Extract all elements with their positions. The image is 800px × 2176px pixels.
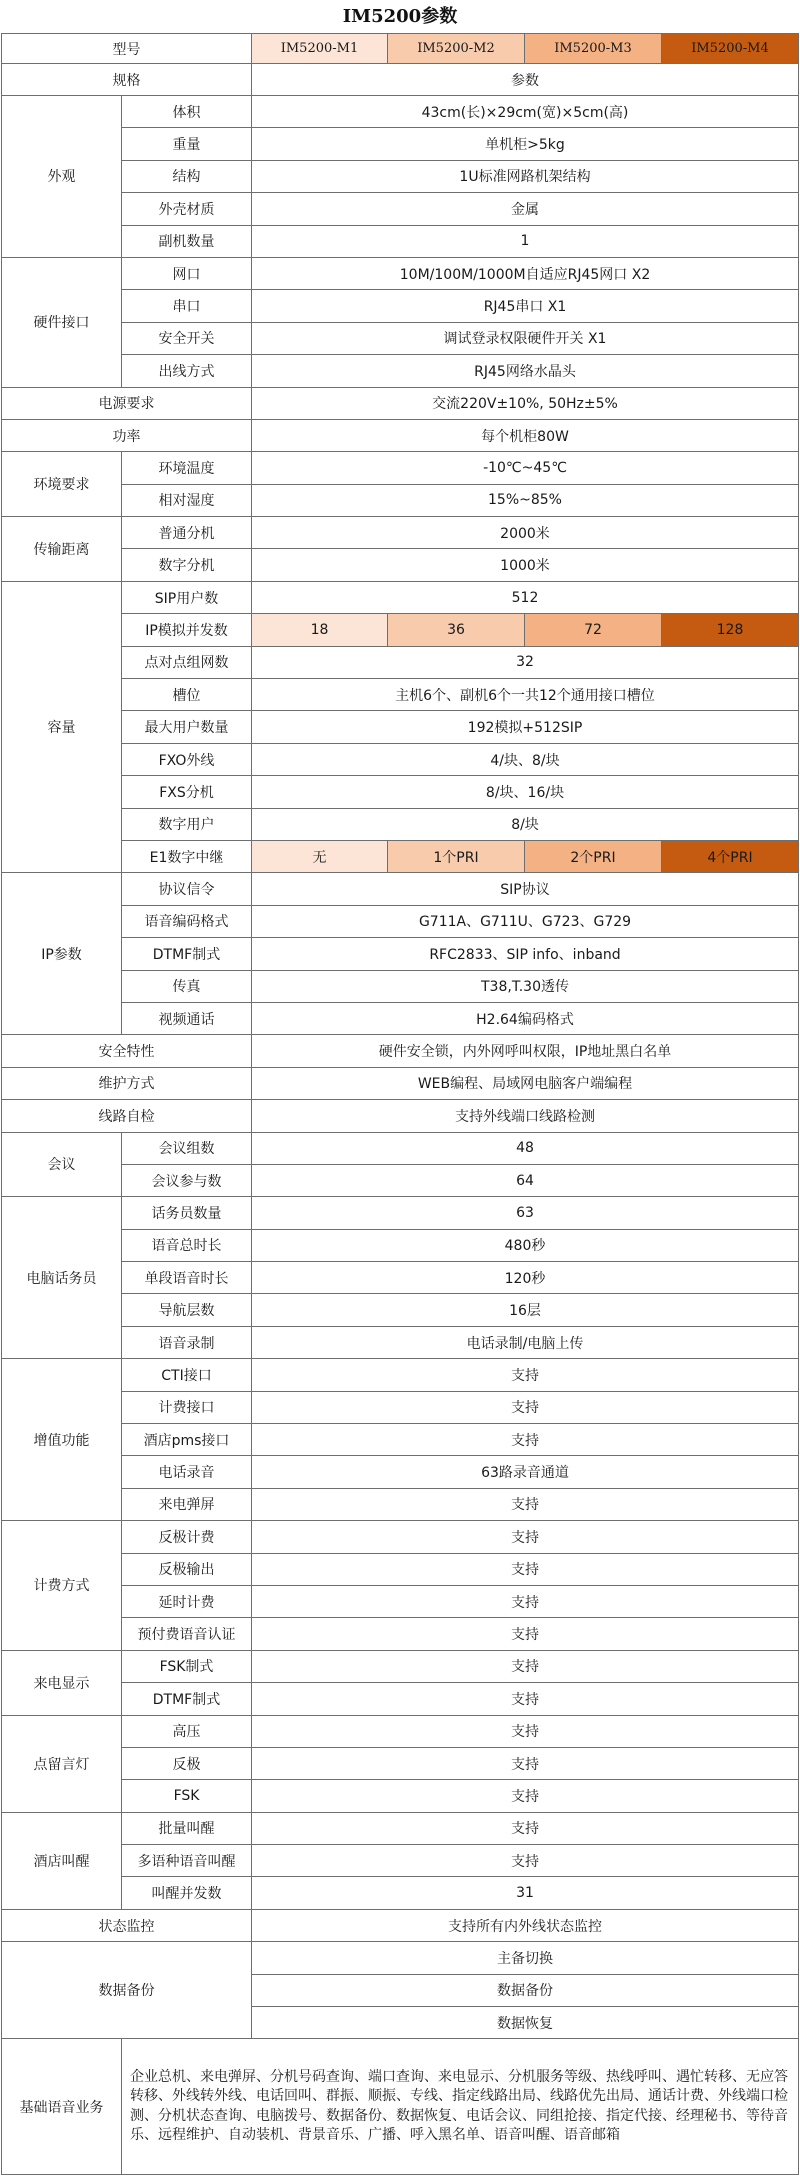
spec-row — [2, 1002, 799, 1034]
spec-header-row — [2, 64, 799, 96]
spec-value: 支持 — [252, 1812, 799, 1844]
spec-value: 支持 — [252, 1715, 799, 1747]
group-label: 酒店叫醒 — [2, 1812, 122, 1909]
spec-item: 槽位 — [122, 679, 252, 711]
spec-value: 支持所有内外线状态监控 — [252, 1909, 799, 1941]
spec-item: DTMF制式 — [122, 1683, 252, 1715]
spec-row — [2, 1424, 799, 1456]
group-label: 数据备份 — [2, 1942, 252, 2039]
spec-item: FXO外线 — [122, 743, 252, 775]
spec-value: H2.64编码格式 — [252, 1002, 799, 1034]
spec-row — [2, 776, 799, 808]
spec-row — [2, 452, 799, 484]
spec-value: SIP协议 — [252, 873, 799, 905]
spec-value: T38,T.30透传 — [252, 970, 799, 1002]
spec-item: 视频通话 — [122, 1002, 252, 1034]
model-m1: IM5200-M1 — [252, 34, 388, 64]
spec-label: 规格 — [2, 64, 252, 96]
spec-row — [2, 517, 799, 549]
spec-row — [2, 1942, 799, 1974]
spec-row — [2, 1132, 799, 1164]
group-label: 计费方式 — [2, 1521, 122, 1651]
spec-row — [2, 128, 799, 160]
spec-row — [2, 96, 799, 128]
spec-item: 点对点组网数 — [122, 646, 252, 678]
model-value-m2: 1个PRI — [388, 840, 525, 872]
spec-value: 480秒 — [252, 1229, 799, 1261]
spec-value: 31 — [252, 1877, 799, 1909]
spec-row — [2, 419, 799, 451]
group-label: 传输距离 — [2, 517, 122, 582]
spec-value: 支持 — [252, 1488, 799, 1520]
spec-item: 语音编码格式 — [122, 905, 252, 937]
spec-row — [2, 1456, 799, 1488]
spec-row — [2, 322, 799, 354]
spec-item: 语音总时长 — [122, 1229, 252, 1261]
model-value-m4: 128 — [662, 614, 799, 646]
spec-item: 电话录音 — [122, 1456, 252, 1488]
spec-item: 重量 — [122, 128, 252, 160]
param-label: 参数 — [252, 64, 799, 96]
spec-value: 支持 — [252, 1424, 799, 1456]
model-m4: IM5200-M4 — [662, 34, 799, 64]
spec-item: 网口 — [122, 257, 252, 289]
spec-item: E1数字中继 — [122, 840, 252, 872]
spec-item: 多语种语音叫醒 — [122, 1845, 252, 1877]
spec-item: 环境温度 — [122, 452, 252, 484]
spec-item: 会议参与数 — [122, 1164, 252, 1196]
spec-value: RFC2833、SIP info、inband — [252, 938, 799, 970]
spec-value: 电话录制/电脑上传 — [252, 1326, 799, 1358]
spec-value: 支持 — [252, 1391, 799, 1423]
spec-row — [2, 1100, 799, 1132]
group-label: 电脑话务员 — [2, 1197, 122, 1359]
spec-value: 单机柜>5kg — [252, 128, 799, 160]
spec-item: 副机数量 — [122, 225, 252, 257]
spec-item: 普通分机 — [122, 517, 252, 549]
model-m2: IM5200-M2 — [388, 34, 525, 64]
spec-value: 1U标准网路机架结构 — [252, 160, 799, 192]
spec-value: 支持 — [252, 1618, 799, 1650]
group-label: 来电显示 — [2, 1650, 122, 1715]
spec-value: 4/块、8/块 — [252, 743, 799, 775]
spec-value: 63 — [252, 1197, 799, 1229]
spec-item: 出线方式 — [122, 355, 252, 387]
spec-value: 1 — [252, 225, 799, 257]
spec-row — [2, 646, 799, 678]
spec-row — [2, 290, 799, 322]
spec-row — [2, 840, 799, 872]
spec-value: 数据恢复 — [252, 2007, 799, 2039]
spec-row — [2, 1715, 799, 1747]
spec-value: 32 — [252, 646, 799, 678]
spec-row — [2, 711, 799, 743]
spec-item: 反极计费 — [122, 1521, 252, 1553]
spec-item: 高压 — [122, 1715, 252, 1747]
spec-row — [2, 1294, 799, 1326]
spec-value: RJ45串口 X1 — [252, 290, 799, 322]
spec-row — [2, 873, 799, 905]
spec-item: 批量叫醒 — [122, 1812, 252, 1844]
spec-item: FXS分机 — [122, 776, 252, 808]
spec-value: 支持 — [252, 1747, 799, 1779]
group-label: 点留言灯 — [2, 1715, 122, 1812]
spec-row — [2, 1262, 799, 1294]
group-label: 环境要求 — [2, 452, 122, 517]
spec-row — [2, 1197, 799, 1229]
spec-item: 延时计费 — [122, 1585, 252, 1617]
spec-value: 15%~85% — [252, 484, 799, 516]
spec-item: 会议组数 — [122, 1132, 252, 1164]
spec-value: 主机6个、副机6个一共12个通用接口槽位 — [252, 679, 799, 711]
spec-row — [2, 1359, 799, 1391]
spec-item: 外壳材质 — [122, 193, 252, 225]
spec-row — [2, 257, 799, 289]
spec-item: 来电弹屏 — [122, 1488, 252, 1520]
spec-item: 导航层数 — [122, 1294, 252, 1326]
spec-row — [2, 1521, 799, 1553]
group-label: IP参数 — [2, 873, 122, 1035]
spec-value: 2000米 — [252, 517, 799, 549]
spec-item: 相对湿度 — [122, 484, 252, 516]
spec-value: 16层 — [252, 1294, 799, 1326]
model-value-m3: 2个PRI — [525, 840, 662, 872]
spec-value: 8/块 — [252, 808, 799, 840]
group-label: 硬件接口 — [2, 257, 122, 387]
spec-row — [2, 1780, 799, 1812]
spec-row — [2, 355, 799, 387]
spec-value: 8/块、16/块 — [252, 776, 799, 808]
page-title: IM5200参数 — [342, 6, 458, 27]
spec-row — [2, 614, 799, 646]
spec-item: CTI接口 — [122, 1359, 252, 1391]
spec-item: FSK — [122, 1780, 252, 1812]
group-label: 电源要求 — [2, 387, 252, 419]
spec-row — [2, 1585, 799, 1617]
spec-value: 硬件安全锁，内外网呼叫权限，IP地址黑白名单 — [252, 1035, 799, 1067]
spec-value: 支持 — [252, 1683, 799, 1715]
spec-row — [2, 808, 799, 840]
spec-value: WEB编程、局域网电脑客户端编程 — [252, 1067, 799, 1099]
spec-item: 计费接口 — [122, 1391, 252, 1423]
spec-value: 48 — [252, 1132, 799, 1164]
spec-item: 协议信令 — [122, 873, 252, 905]
spec-row — [2, 1909, 799, 1941]
spec-item: DTMF制式 — [122, 938, 252, 970]
spec-row — [2, 743, 799, 775]
spec-value: 交流220V±10%, 50Hz±5% — [252, 387, 799, 419]
spec-value: 512 — [252, 581, 799, 613]
spec-item: 单段语音时长 — [122, 1262, 252, 1294]
spec-table — [1, 33, 799, 2175]
model-label: 型号 — [2, 34, 252, 64]
spec-row — [2, 1229, 799, 1261]
spec-value: 每个机柜80W — [252, 419, 799, 451]
spec-item: 体积 — [122, 96, 252, 128]
spec-row — [2, 1845, 799, 1877]
spec-item: 话务员数量 — [122, 1197, 252, 1229]
model-row — [2, 34, 799, 64]
spec-item: 语音录制 — [122, 1326, 252, 1358]
group-label: 会议 — [2, 1132, 122, 1197]
spec-row — [2, 970, 799, 1002]
spec-value: -10℃~45℃ — [252, 452, 799, 484]
group-label: 功率 — [2, 419, 252, 451]
spec-row — [2, 225, 799, 257]
spec-value: 支持外线端口线路检测 — [252, 1100, 799, 1132]
spec-value: 120秒 — [252, 1262, 799, 1294]
group-label: 增值功能 — [2, 1359, 122, 1521]
spec-item: 叫醒并发数 — [122, 1877, 252, 1909]
spec-item: 反极输出 — [122, 1553, 252, 1585]
spec-item: 数字分机 — [122, 549, 252, 581]
spec-row — [2, 1391, 799, 1423]
spec-value: 调试登录权限硬件开关 X1 — [252, 322, 799, 354]
spec-value: 支持 — [252, 1650, 799, 1682]
spec-row — [2, 549, 799, 581]
spec-value: 192模拟+512SIP — [252, 711, 799, 743]
spec-row — [2, 938, 799, 970]
spec-table-body — [2, 34, 799, 2175]
spec-row — [2, 1035, 799, 1067]
spec-item: FSK制式 — [122, 1650, 252, 1682]
spec-item: SIP用户数 — [122, 581, 252, 613]
spec-item: 安全开关 — [122, 322, 252, 354]
model-value-m4: 4个PRI — [662, 840, 799, 872]
spec-row — [2, 1164, 799, 1196]
spec-item: 结构 — [122, 160, 252, 192]
spec-item: IP模拟并发数 — [122, 614, 252, 646]
spec-value: 1000米 — [252, 549, 799, 581]
group-label: 安全特性 — [2, 1035, 252, 1067]
spec-value: 金属 — [252, 193, 799, 225]
spec-item: 传真 — [122, 970, 252, 1002]
spec-value: 支持 — [252, 1521, 799, 1553]
spec-row — [2, 1812, 799, 1844]
spec-row — [2, 1747, 799, 1779]
spec-value: G711A、G711U、G723、G729 — [252, 905, 799, 937]
spec-row — [2, 1553, 799, 1585]
group-label: 维护方式 — [2, 1067, 252, 1099]
spec-value: 支持 — [252, 1780, 799, 1812]
spec-row — [2, 1683, 799, 1715]
spec-item: 反极 — [122, 1747, 252, 1779]
spec-value: 63路录音通道 — [252, 1456, 799, 1488]
group-label: 线路自检 — [2, 1100, 252, 1132]
spec-value: 主备切换 — [252, 1942, 799, 1974]
spec-row — [2, 581, 799, 613]
spec-value: 10M/100M/1000M自适应RJ45网口 X2 — [252, 257, 799, 289]
spec-value: 支持 — [252, 1845, 799, 1877]
group-label: 外观 — [2, 96, 122, 258]
group-label: 基础语音业务 — [2, 2039, 122, 2175]
spec-value: RJ45网络水晶头 — [252, 355, 799, 387]
spec-row — [2, 1326, 799, 1358]
spec-item: 最大用户数量 — [122, 711, 252, 743]
model-value-m1: 18 — [252, 614, 388, 646]
spec-row — [2, 679, 799, 711]
spec-item: 串口 — [122, 290, 252, 322]
model-m3: IM5200-M3 — [525, 34, 662, 64]
spec-item: 预付费语音认证 — [122, 1618, 252, 1650]
model-value-m1: 无 — [252, 840, 388, 872]
spec-row — [2, 2039, 799, 2175]
model-value-m3: 72 — [525, 614, 662, 646]
group-label: 状态监控 — [2, 1909, 252, 1941]
spec-value: 支持 — [252, 1553, 799, 1585]
spec-value: 64 — [252, 1164, 799, 1196]
spec-row — [2, 387, 799, 419]
spec-row — [2, 160, 799, 192]
spec-value: 数据备份 — [252, 1974, 799, 2006]
feature-list: 企业总机、来电弹屏、分机号码查询、端口查询、来电显示、分机服务等级、热线呼叫、遇忙转移、无应答转移、外线转外线、电话回叫、群振、顺振、专线、指定线路出局、线路优先出局、通话计费、外线端口检测、分机状态查询、电脑拨号、数据备份、数据恢复、电话会议、同组抢接、指定代接、经理秘书、等待音乐、远程维护、自动装机、背景音乐、广播、呼入黑名单、语音叫醒、语音邮箱 — [122, 2039, 799, 2175]
spec-row — [2, 1067, 799, 1099]
spec-value: 43cm(长)×29cm(宽)×5cm(高) — [252, 96, 799, 128]
spec-value: 支持 — [252, 1585, 799, 1617]
group-label: 容量 — [2, 581, 122, 873]
spec-item: 酒店pms接口 — [122, 1424, 252, 1456]
spec-row — [2, 1650, 799, 1682]
spec-row — [2, 1618, 799, 1650]
spec-row — [2, 1877, 799, 1909]
spec-row — [2, 193, 799, 225]
spec-value: 支持 — [252, 1359, 799, 1391]
spec-row — [2, 484, 799, 516]
spec-row — [2, 905, 799, 937]
spec-row — [2, 1488, 799, 1520]
spec-item: 数字用户 — [122, 808, 252, 840]
model-value-m2: 36 — [388, 614, 525, 646]
